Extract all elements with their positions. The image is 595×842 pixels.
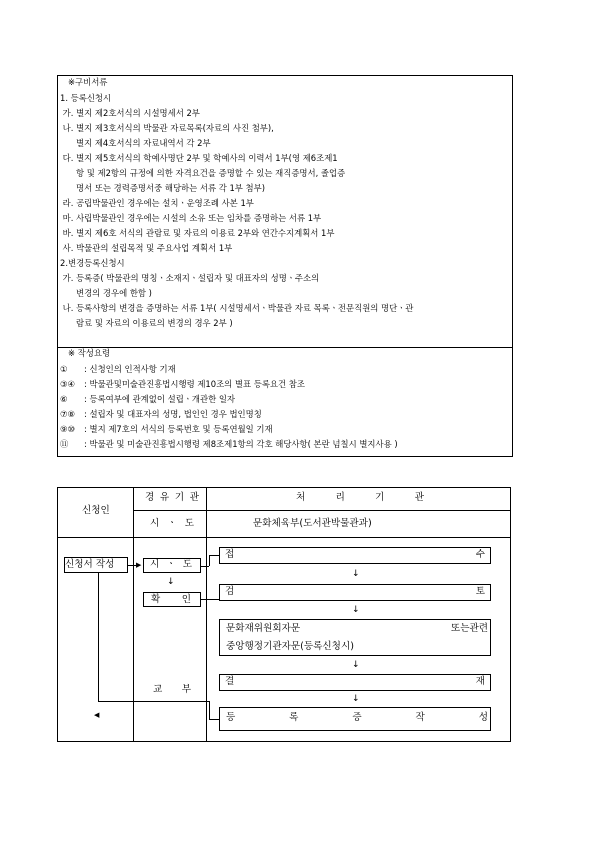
step-sido-label: 시 ㆍ 도 [150, 559, 192, 570]
guide-item-text: : 박물관 및 미술관진흥법시행령 제8조제1항의 각호 해당사항( 본란 넘칠시 별지사용 ) [84, 439, 398, 449]
header-bottom-line [57, 537, 511, 538]
arrow-down-icon: ↓ [352, 569, 360, 579]
step-deliver-label: 교 부 [153, 684, 191, 695]
writing-guide-list [60, 364, 398, 454]
connector-deliver-line [98, 701, 209, 702]
step-review-label: 검 토 [225, 586, 485, 597]
col-divider-2 [206, 487, 207, 742]
requirement-line: 마. 사립박물관인 경우에는 시설의 소유 또는 임차를 증명하는 서류 1부 [60, 213, 322, 223]
col-subheader-via: 시 ㆍ 도 [150, 518, 194, 529]
col-header-process: 처 리 기 관 [296, 492, 424, 503]
requirement-line: 별지 제4호서식의 자료내역서 각 2부 [60, 138, 211, 148]
guide-item-mark: ⑨⑩ [60, 424, 76, 434]
requirement-line: 나. 등록사항의 변경을 증명하는 서류 1부( 시설명세서ㆍ박물관 자료 목록ㆍ전문직원의 명단ㆍ관 [60, 303, 414, 313]
requirements-header: ※구비서류 [68, 77, 108, 87]
requirement-line: 1. 등록신청시 [60, 93, 112, 103]
connector-sido-out [201, 566, 209, 567]
guide-item-mark: ⑪ [60, 439, 69, 449]
step-consult-line1: 문화재위원회자문 또는관련 [226, 623, 488, 634]
requirement-line: 항 및 제2항의 규정에 의한 자격요건을 증명할 수 있는 재직증명서, 졸업증 [60, 168, 346, 178]
requirement-line: 가. 등록증( 박물관의 명칭ㆍ소재지ㆍ설립자 및 대표자의 성명ㆍ주소의 [60, 273, 320, 283]
guide-item [60, 379, 398, 390]
col-subheader-process: 문화체육부(도서관박물관과) [253, 518, 372, 529]
guide-item-text: : 등록여부에 관계없이 설립ㆍ개관한 일자 [84, 394, 236, 404]
guide-item-text: : 신청인의 인적사항 기재 [84, 364, 176, 374]
connector-confirm-to-review [201, 599, 219, 600]
requirement-line: 명서 또는 경력증명서중 해당하는 서류 각 1부 첨부) [60, 183, 266, 193]
guide-item-text: : 별지 제7호의 서식의 등록번호 및 등록연월일 기재 [84, 424, 273, 434]
step-issue-label: 등 록 증 작 성 [226, 712, 488, 723]
connector-issue-up [209, 701, 210, 719]
requirement-line: 바. 별지 제6호 서식의 관람료 및 자료의 이용료 2부와 연간수지계획서 1부 [60, 228, 335, 238]
guide-item [60, 364, 398, 375]
requirement-line: 나. 별지 제3호서식의 박물관 자료목록(자료의 사진 첨부), [60, 123, 274, 133]
guide-item-mark: ⑦⑧ [60, 409, 76, 419]
guide-item-text: : 박물관및미술관진흥법시행령 제10조의 별표 등록요건 참조 [84, 379, 305, 389]
arrow-left-icon: ◀ [94, 711, 100, 719]
writing-guide-header: ※ 작성요령 [68, 348, 111, 358]
guide-item [60, 439, 398, 450]
requirement-line: 2.변경등록신청시 [60, 258, 125, 268]
arrow-down-icon: ↓ [352, 694, 360, 704]
step-receive-label: 접 수 [225, 549, 485, 560]
arrow-right-icon: ▶ [136, 561, 142, 569]
step-application-label: 신청서 작성 [65, 559, 115, 570]
guide-item-text: : 설립자 및 대표자의 성명, 법인인 경우 법인명칭 [84, 409, 262, 419]
connector-sido-up [209, 555, 210, 566]
step-consult-line2: 중앙행정기관자문(등록신청시) [226, 641, 354, 652]
requirement-line: 가. 별지 제2호서식의 시설명세서 2부 [60, 108, 200, 118]
guide-item [60, 394, 398, 405]
connector-to-applicant [98, 573, 99, 701]
step-approve-label: 결 재 [225, 676, 485, 687]
col-divider-1 [133, 487, 134, 742]
connector-sido-to-receive [209, 555, 219, 556]
connector-app-to-sido [128, 565, 137, 566]
guide-item [60, 409, 398, 420]
col-header-applicant: 신청인 [82, 505, 110, 516]
guide-item-mark: ① [60, 364, 68, 374]
connector-issue-out [209, 719, 219, 720]
requirement-line: 다. 별지 제5호서식의 학예사명단 2부 및 학예사의 이력서 1부(영 제6조제1 [60, 153, 338, 163]
arrow-down-icon: ↓ [167, 577, 175, 587]
step-confirm-label: 확 인 [151, 594, 191, 605]
requirement-line: 라. 공립박물관인 경우에는 설치ㆍ운영조례 사본 1부 [60, 198, 254, 208]
guide-item [60, 424, 398, 435]
requirements-list [60, 93, 413, 333]
requirement-line: 사. 박물관의 설립목적 및 주요사업 계획서 1부 [60, 243, 233, 253]
arrow-down-icon: ↓ [352, 605, 360, 615]
header-row-divider [133, 510, 511, 511]
arrow-down-icon: ↓ [352, 660, 360, 670]
guide-item-mark: ③④ [60, 379, 76, 389]
requirement-line: 람료 및 자료의 이용료의 변경의 경우 2부 ) [60, 318, 233, 328]
requirement-line: 변경의 경우에 한함 ) [60, 288, 152, 298]
guide-item-mark: ⑥ [60, 394, 68, 404]
col-header-via: 경 유 기 관 [145, 492, 199, 503]
